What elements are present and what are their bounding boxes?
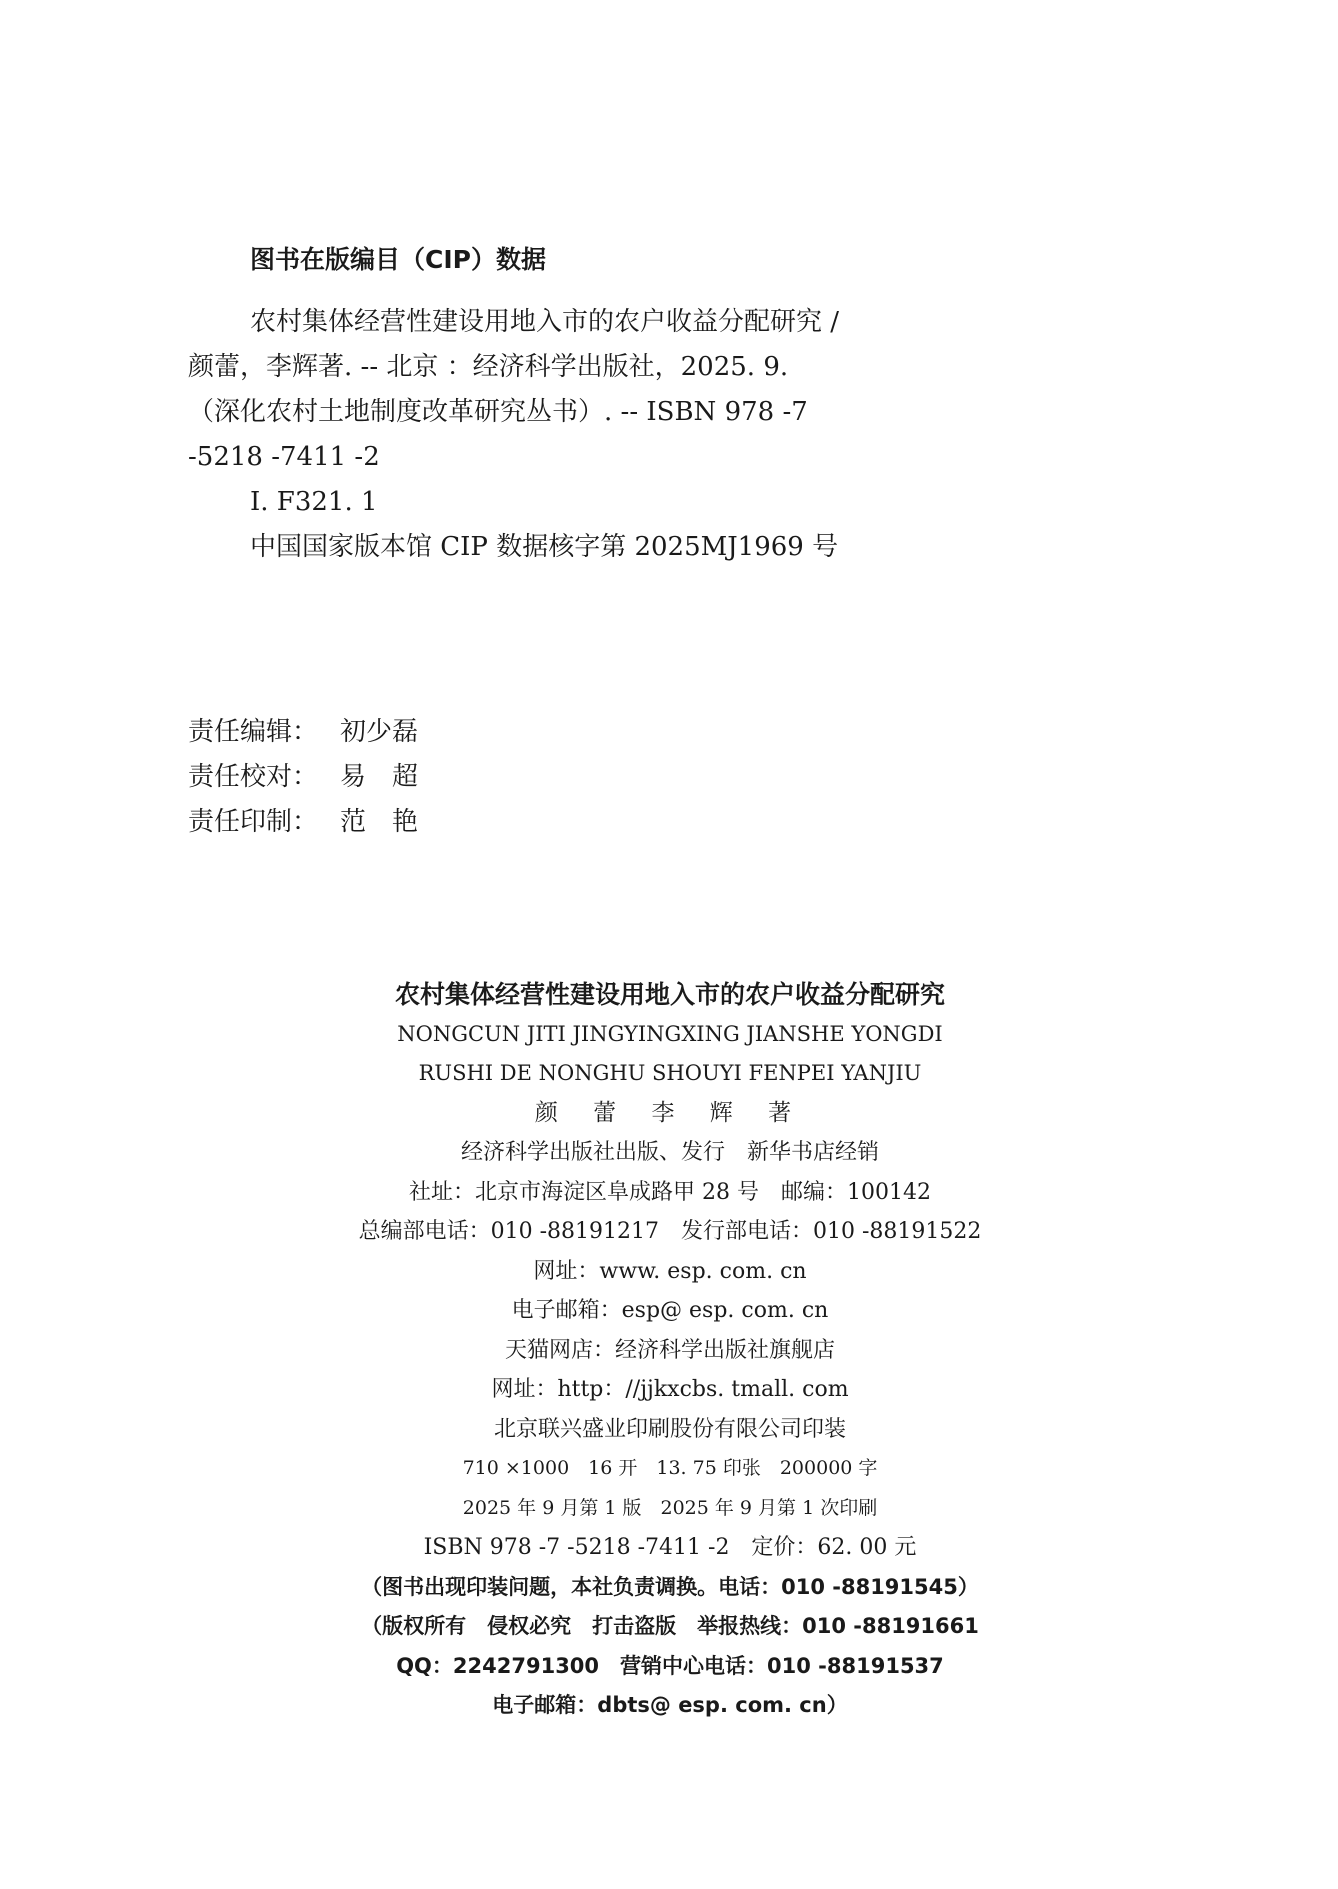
colophon-phones: 总编部电话：010 -88191217 发行部电话：010 -88191522 xyxy=(358,1219,982,1244)
colophon-email: 电子邮箱：esp@ esp. com. cn xyxy=(511,1298,829,1323)
cip-title-line: 农村集体经营性建设用地入市的农户收益分配研究 / xyxy=(250,307,840,337)
colophon-title: 农村集体经营性建设用地入市的农户收益分配研究 xyxy=(394,980,945,1009)
colophon xyxy=(200,975,1140,1726)
staff-row-printing xyxy=(188,800,418,845)
colophon-notice-copyright: （版权所有 侵权必究 打击盗版 举报热线：010 -88191661 xyxy=(361,1614,979,1638)
cip-heading: 图书在版编目（CIP）数据 xyxy=(250,245,546,274)
colophon-tmall-url: 网址：http：//jjkxcbs. tmall. com xyxy=(491,1377,849,1402)
colophon-notice-email: 电子邮箱：dbts@ esp. com. cn） xyxy=(492,1693,848,1717)
cip-isbn-continuation-line: -5218 -7411 -2 xyxy=(188,442,380,472)
staff-value: 易 超 xyxy=(340,762,419,792)
staff-row-proofreader xyxy=(188,755,418,800)
colophon-edition: 2025 年 9 月第 1 版 2025 年 9 月第 1 次印刷 xyxy=(462,1496,878,1519)
colophon-authors: 颜 蕾 李 辉 著 xyxy=(534,1099,806,1126)
cip-author-publisher-line: 颜蕾，李辉著. -- 北京 ：经济科学出版社，2025. 9. xyxy=(188,352,789,382)
staff-label: 责任印制： xyxy=(188,807,319,837)
colophon-website: 网址：www. esp. com. cn xyxy=(533,1258,807,1284)
cip-classification-line: Ⅰ. F321. 1 xyxy=(250,487,378,517)
colophon-publisher: 经济科学出版社出版、发行 新华书店经销 xyxy=(460,1140,879,1165)
colophon-pinyin-2: RUSHI DE NONGHU SHOUYI FENPEI YANJIU xyxy=(418,1061,922,1085)
staff-label: 责任编辑： xyxy=(188,717,319,747)
staff-credits xyxy=(188,710,418,845)
cip-series-isbn-line: （深化农村土地制度改革研究丛书）. -- ISBN 978 -7 xyxy=(188,397,808,427)
staff-value: 初少磊 xyxy=(340,717,419,747)
staff-row-editor xyxy=(188,710,418,755)
staff-value: 范 艳 xyxy=(340,807,419,837)
colophon-isbn-price: ISBN 978 -7 -5218 -7411 -2 定价：62. 00 元 xyxy=(423,1535,917,1560)
colophon-address: 社址：北京市海淀区阜成路甲 28 号 邮编：100142 xyxy=(409,1179,931,1205)
cip-data-block xyxy=(188,300,1188,570)
colophon-printer: 北京联兴盛业印刷股份有限公司印装 xyxy=(493,1416,846,1442)
colophon-tmall-store: 天猫网店：经济科学出版社旗舰店 xyxy=(504,1337,835,1363)
colophon-specs: 710 ×1000 16 开 13. 75 印张 200000 字 xyxy=(462,1457,878,1479)
colophon-pinyin-1: NONGCUN JITI JINGYINGXING JIANSHE YONGDI xyxy=(397,1021,943,1046)
colophon-notice-quality: （图书出现印装问题，本社负责调换。电话：010 -88191545） xyxy=(361,1574,979,1599)
colophon-notice-contact: QQ：2242791300 营销中心电话：010 -88191537 xyxy=(396,1653,944,1678)
staff-label: 责任校对： xyxy=(188,762,319,792)
cip-approval-number-line: 中国国家版本馆 CIP 数据核字第 2025MJ1969 号 xyxy=(250,532,839,562)
